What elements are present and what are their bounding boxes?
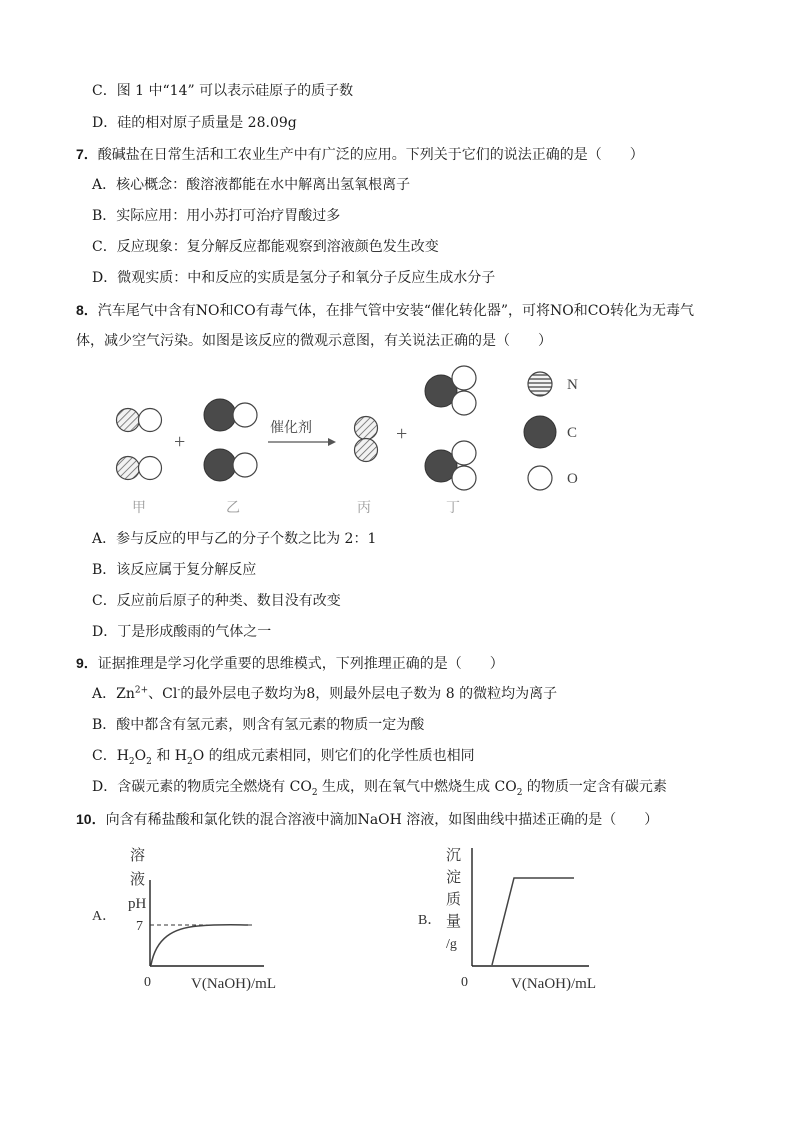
graph-b-letter: B．	[418, 913, 442, 928]
q9-stem	[76, 653, 504, 674]
graph-b-ylabel-unit: /g	[446, 937, 457, 952]
graph-a-ylabel-ph: pH	[128, 896, 147, 912]
q8-stem-line1	[76, 300, 694, 321]
graph-a-ylabel-2: 液	[130, 872, 146, 888]
molecule-yi-2	[204, 449, 257, 481]
graph-a-tick-7: 7	[136, 919, 143, 934]
q9-stem-text: 证据推理是学习化学重要的思维模式，下列推理正确的是（ ）	[97, 656, 504, 672]
graph-b-ylabel-2: 淀	[446, 870, 462, 886]
q8-stem-text1: 汽车尾气中含有NO和CO有毒气体，在排气管中安装“催化转化器”，可将NO和CO转化为无毒气	[97, 303, 694, 319]
graph-b-ylabel-3: 质	[446, 892, 462, 908]
q10-stem	[76, 809, 658, 830]
q10-stem-text: 向含有稀盐酸和氯化铁的混合溶液中滴加NaOH 溶液，如图曲线中描述正确的是（ ）	[105, 812, 659, 828]
reaction-diagram	[100, 362, 600, 522]
graph-a-ylabel-1: 溶	[130, 848, 146, 864]
q7-number: 7．	[76, 146, 98, 162]
legend-oxygen	[528, 466, 578, 490]
q8-stem-line2: 体，减少空气污染。如图是该反应的微观示意图，有关说法正确的是（ ）	[76, 333, 552, 349]
graph-a	[88, 838, 318, 998]
graph-a-xlabel: V(NaOH)/mL	[191, 976, 276, 992]
graph-b-ylabel-1: 沉	[446, 848, 462, 864]
label-ding: 丁	[446, 501, 460, 516]
q9-option-c: C．$H_2O_2$ 和 $H_2O$ 的组成元素相同，则它们的化学性质也相同	[92, 748, 475, 767]
q7-stem-text: 酸碱盐在日常生活和工农业生产中有广泛的应用。下列关于它们的说法正确的是（ ）	[97, 147, 644, 163]
graph-b-curve	[492, 878, 574, 965]
q8-option-d: D．丁是形成酸雨的气体之一	[92, 624, 272, 640]
label-bing: 丙	[357, 501, 371, 516]
graph-a-letter: A．	[92, 909, 117, 924]
graph-b-xlabel: V(NaOH)/mL	[511, 976, 596, 992]
catalyst-label: 催化剂	[270, 421, 312, 436]
legend-n-symbol: N	[567, 377, 578, 393]
graph-a-axes	[150, 880, 264, 966]
q7-option-b: B．实际应用：用小苏打可治疗胃酸过多	[92, 208, 341, 224]
plus-sign-1: +	[174, 431, 186, 453]
q9-option-a: A．$Zn^{2+}$、Cl-的最外层电子数均为8，则最外层电子数为 8 的微粒均为离子	[92, 685, 558, 702]
label-jia: 甲	[132, 501, 146, 516]
q9-number: 9．	[76, 655, 98, 671]
graph-b-axes	[472, 848, 589, 966]
legend-carbon	[524, 416, 577, 448]
q9-option-b: B．酸中都含有氢元素，则含有氢元素的物质一定为酸	[92, 717, 425, 733]
q7-option-a: A．核心概念：酸溶液都能在水中解离出氢氧根离子	[92, 177, 411, 193]
graph-b	[414, 838, 644, 998]
graph-b-origin: 0	[461, 975, 468, 990]
q8-number: 8．	[76, 302, 98, 318]
graph-a-origin: 0	[144, 975, 151, 990]
q6-option-d: D．硅的相对原子质量是 28.09g	[92, 115, 297, 131]
q6-option-c: C．图 1 中“14” 可以表示硅原子的质子数	[92, 83, 354, 99]
graph-b-ylabel-4: 量	[446, 914, 462, 930]
q7-option-d: D．微观实质：中和反应的实质是氢分子和氧分子反应生成水分子	[92, 270, 496, 286]
molecule-ding-1	[425, 366, 476, 415]
q8-option-c: C．反应前后原子的种类、数目没有改变	[92, 593, 341, 609]
molecule-jia-2	[117, 457, 162, 480]
legend-nitrogen	[528, 372, 578, 396]
q7-option-c: C．反应现象：复分解反应都能观察到溶液颜色发生改变	[92, 239, 439, 255]
graph-a-curve	[151, 925, 248, 965]
q7-stem	[76, 144, 644, 165]
legend-c-symbol: C	[567, 425, 578, 441]
q10-number: 10．	[76, 811, 106, 827]
q8-option-b: B．该反应属于复分解反应	[92, 562, 257, 578]
molecule-ding-2	[425, 441, 476, 490]
reaction-arrow	[268, 438, 336, 446]
molecule-bing	[355, 417, 378, 462]
q8-option-a: A．参与反应的甲与乙的分子个数之比为 2：1	[92, 531, 377, 547]
plus-sign-2: +	[396, 423, 408, 445]
molecule-yi-1	[204, 399, 257, 431]
legend-o-symbol: O	[567, 471, 578, 487]
molecule-jia-1	[117, 409, 162, 432]
q9-option-d: D．含碳元素的物质完全燃烧有 $CO_2$ 生成，则在氧气中燃烧生成 $CO_2$ 的物质一定含有碳元素	[92, 779, 667, 798]
label-yi: 乙	[226, 501, 240, 516]
